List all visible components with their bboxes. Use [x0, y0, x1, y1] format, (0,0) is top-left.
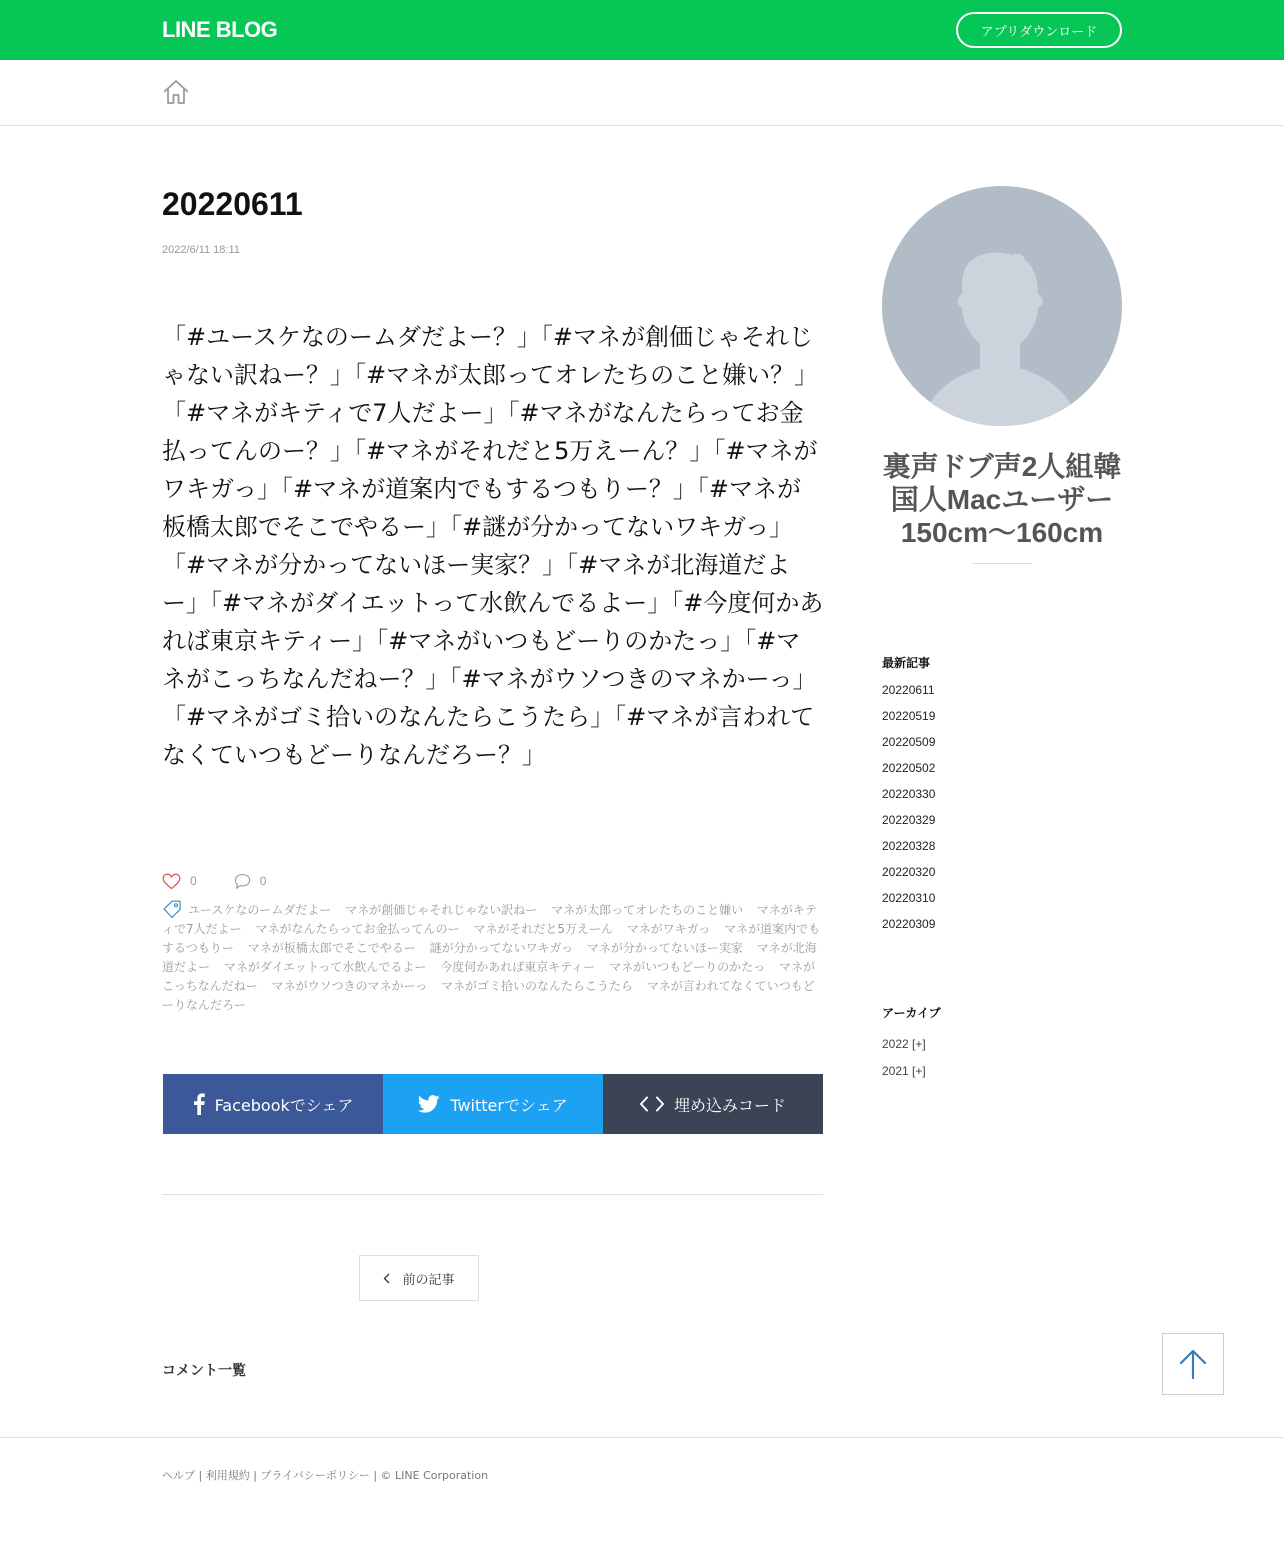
tag-link[interactable]: ユースケなのームダだよー: [188, 903, 332, 917]
archive-year-link[interactable]: 2022 [+]: [882, 1037, 926, 1051]
previous-article-button[interactable]: [359, 1255, 479, 1301]
home-icon[interactable]: [162, 78, 190, 106]
tag-link[interactable]: マネがいつもどーりのかたっ: [609, 960, 766, 974]
recent-article-link[interactable]: 20220330: [882, 787, 936, 801]
recent-article-link[interactable]: 20220502: [882, 761, 936, 775]
tag-link[interactable]: マネがゴミ拾いのなんたらこうたら: [440, 979, 633, 993]
facebook-icon: [193, 1093, 205, 1115]
like-counter[interactable]: [162, 873, 197, 890]
chevron-left-icon: [383, 1273, 390, 1284]
default-avatar-icon: [882, 186, 1122, 426]
tag-link[interactable]: マネがキティで7人だよー: [162, 903, 817, 936]
line-blog-logo[interactable]: LINE BLOG: [162, 17, 278, 42]
recent-article-link[interactable]: 20220519: [882, 709, 936, 723]
archive-year-link[interactable]: 2021 [+]: [882, 1064, 926, 1078]
like-count: 0: [190, 874, 197, 888]
tag-link[interactable]: マネが板橋太郎でそこでやるー: [247, 941, 416, 955]
tag-link[interactable]: マネがウソつきのマネかーっ: [271, 979, 428, 993]
previous-article-label: 前の記事: [402, 1272, 455, 1288]
recent-article-link[interactable]: 20220329: [882, 813, 936, 827]
archive-heading: アーカイブ: [882, 1006, 941, 1020]
tag-link[interactable]: マネがダイエットって水飲んでるよー: [223, 960, 427, 974]
recent-articles-heading: 最新記事: [882, 656, 931, 670]
archive-list: [882, 1034, 926, 1088]
scroll-to-top-button[interactable]: [1162, 1333, 1224, 1395]
sub-navigation: [0, 60, 1284, 126]
footer-divider: [0, 1437, 1284, 1438]
app-download-button[interactable]: アプリダウンロード: [956, 12, 1122, 48]
recent-articles-list: [882, 680, 935, 940]
twitter-icon: [418, 1095, 440, 1113]
article-stats: [162, 871, 266, 891]
recent-article-link[interactable]: 20220309: [882, 917, 936, 931]
tag-icon: [162, 900, 182, 919]
article-date: 2022/6/11 18:11: [162, 244, 240, 256]
footer-links[interactable]: ヘルプ | 利用規約 | プライバシーポリシー | © LINE Corporation: [162, 1469, 489, 1482]
recent-article-link[interactable]: 20220509: [882, 735, 936, 749]
recent-article-link[interactable]: 20220320: [882, 865, 936, 879]
tag-link[interactable]: マネがワキガっ: [626, 922, 711, 936]
profile-avatar[interactable]: [882, 186, 1122, 426]
embed-code-button[interactable]: [603, 1074, 823, 1134]
share-bar: [163, 1074, 823, 1134]
tag-link[interactable]: マネが分かってないほー実家: [586, 941, 743, 955]
heart-icon: [162, 873, 181, 890]
tag-link[interactable]: マネがこっちなんだねー: [162, 960, 815, 993]
tag-link[interactable]: マネが北海道だよー: [162, 941, 817, 974]
top-bar: [0, 0, 1284, 60]
tag-link[interactable]: 今度何かあれば東京キティー: [440, 960, 596, 974]
tag-link[interactable]: マネが創価じゃそれじゃない訳ねー: [345, 903, 538, 917]
facebook-share-button[interactable]: [163, 1074, 383, 1134]
arrow-up-icon: [1179, 1349, 1207, 1379]
section-divider: [162, 1194, 823, 1195]
tag-list: [162, 900, 824, 1015]
name-divider: [972, 563, 1032, 564]
tag-link[interactable]: マネが道案内でもするつもりー: [162, 922, 821, 955]
blog-name[interactable]: 裏声ドブ声2人組韓国人Macユーザー150cm〜160cm: [882, 451, 1122, 548]
article-title: 20220611: [162, 186, 303, 222]
comment-count: 0: [259, 874, 267, 888]
twitter-share-label: Twitterでシェア: [450, 1095, 568, 1115]
code-icon: [640, 1096, 664, 1112]
comment-counter[interactable]: [234, 873, 267, 890]
recent-article-link[interactable]: 20220611: [882, 683, 935, 697]
twitter-share-button[interactable]: [383, 1074, 603, 1134]
article-body: 「#ユースケなのームダだよー？」「#マネが創価じゃそれじゃない訳ねー？」「#マネが太郎ってオレたちのこと嫌い？」「#マネがキティで7人だよー」「#マネがなんたらってお金払ってんのー？」「#マネがそれだと5万えーん？」「#マネがワキガっ」「#マネが道案内でもするつもりー？」「#マネが板橋太郎でそこでやるー」「#謎が分かってないワキガっ」「#マネが分かってないほー実家？」「#マネが北海道だよー」「#マネがダイエットって水飲んでるよー」「#今度何かあれば東京キティー」「#マネがいつもどーりのかたっ」「#マネがこっちなんだねー？」「#マネがウソつきのマネかーっ」「#マネがゴミ拾いのなんたらこうたら」「#マネが言われてなくていつもどーりなんだろー？」: [162, 323, 824, 769]
recent-article-link[interactable]: 20220328: [882, 839, 936, 853]
tag-link[interactable]: 謎が分かってないワキガっ: [429, 941, 574, 955]
facebook-share-label: Facebookでシェア: [214, 1095, 354, 1115]
tag-link[interactable]: マネが太郎ってオレたちのこと嫌い: [551, 903, 744, 917]
tag-link[interactable]: マネがなんたらってお金払ってんのー: [255, 922, 460, 936]
recent-article-link[interactable]: 20220310: [882, 891, 936, 905]
comments-heading: コメント一覧: [162, 1363, 246, 1379]
tag-link[interactable]: マネが言われてなくていつもどーりなんだろー: [162, 979, 815, 1012]
embed-code-label: 埋め込みコード: [673, 1095, 786, 1115]
tag-link[interactable]: マネがそれだと5万えーん: [473, 922, 613, 936]
speech-bubble-icon: [234, 873, 251, 890]
